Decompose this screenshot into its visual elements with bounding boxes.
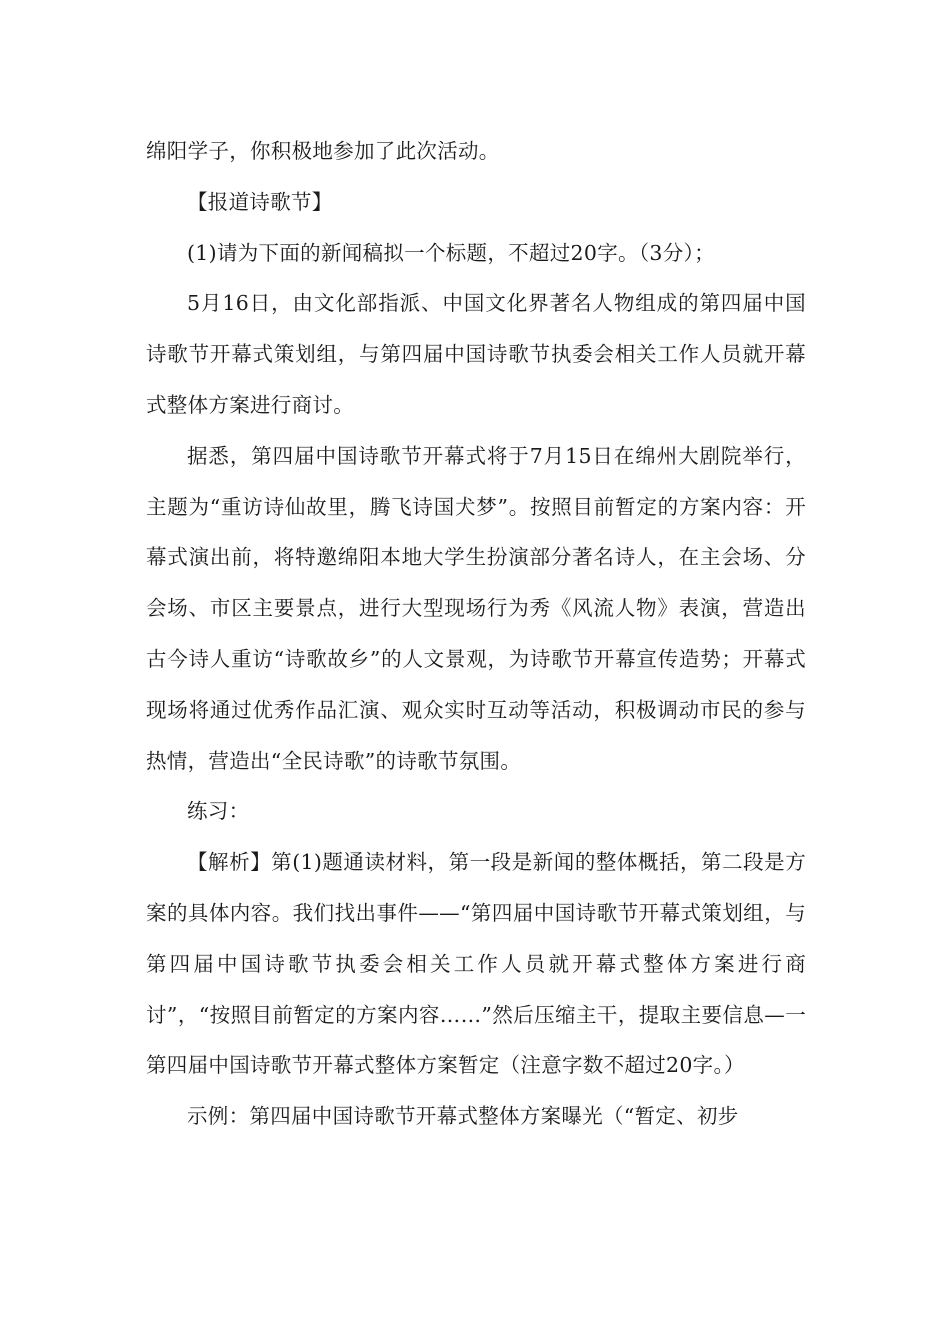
example-paragraph: 示例：第四届中国诗歌节开幕式整体方案曝光（“暂定、初步 [187,1104,739,1129]
news-paragraph-2: 据悉，第四届中国诗歌节开幕式将于7月15日在绵州大剧院举行，主题为“重访诗仙故里，腾飞诗国犬梦”。按照目前暂定的方案内容：开幕式演出前，将特邀绵阳本地大学生扮演部分著名诗人，在主会场、分会场、市区主要景点，进行大型现场行为秀《风流人物》表演，营造出古今诗人重访“诗歌故乡”的人文景观，为诗歌节开幕宣传造势；开幕式现场将通过优秀作品汇演、观众实时互动等活动，积极调动市民的参与热情，营造出“全民诗歌”的诗歌节氛围。 [146,443,806,773]
news-paragraph-1: 5月16日，由文化部指派、中国文化界著名人物组成的第四届中国诗歌节开幕式策划组，与第四届中国诗歌节执委会相关工作人员就开幕式整体方案进行商讨。 [146,291,806,417]
exercise-label: 练习： [187,799,250,824]
paragraph-intro: 绵阳学子，你积极地参加了此次活动。 [146,139,500,163]
analysis-paragraph: 【解析】第(1)题通读材料，第一段是新闻的整体概括，第二段是方案的具体内容。我们找出事件——“第四届中国诗歌节开幕式策划组，与第四届中国诗歌节执委会相关工作人员就开幕式整体方案进行商讨”，“按照目前暂定的方案内容……”然后压缩主干，提取主要信息—一第四届中国诗歌节开幕式整体方案暂定（注意字数不超过20字。） [146,850,806,1078]
section-heading: 【报道诗歌节】 [187,189,333,214]
question-1: (1)请为下面的新闻稿拟一个标题，不超过20字。（3分）； [187,240,715,265]
document-body [146,126,806,1142]
